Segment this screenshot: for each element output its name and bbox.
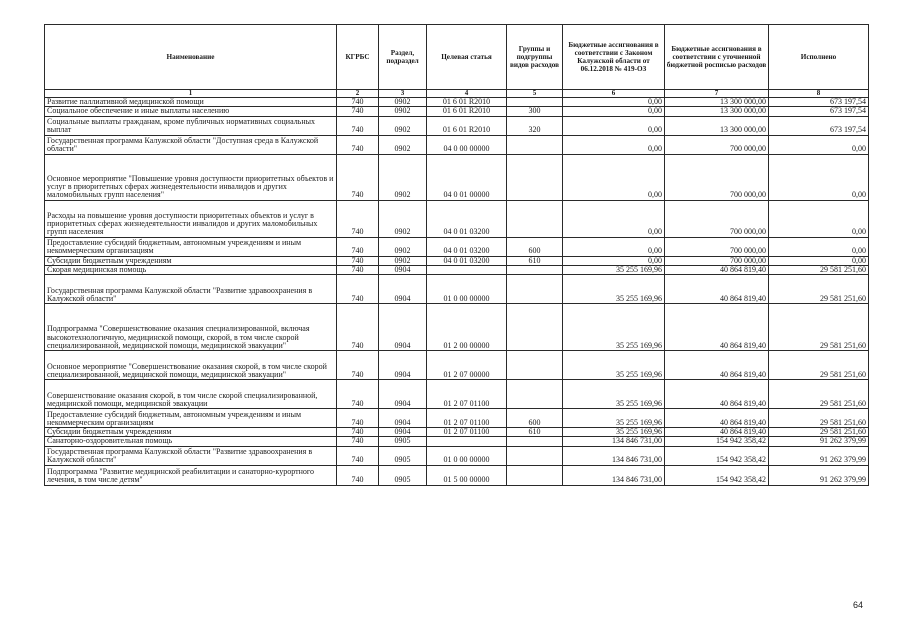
row-expense-group-cell: [507, 446, 563, 465]
row-expense-group-cell: [507, 265, 563, 274]
row-expense-group-cell: [507, 437, 563, 446]
row-target-article-cell: 01 0 00 00000: [427, 446, 507, 465]
row-target-article-cell: 04 0 00 00000: [427, 135, 507, 154]
table-header: [45, 25, 869, 98]
header-kgrbs: КГРБС: [337, 25, 379, 90]
row-name-cell: Развитие паллиативной медицинской помощи: [45, 98, 337, 107]
row-razdel-cell: 0902: [379, 154, 427, 200]
row-kgrbs-cell: 740: [337, 98, 379, 107]
row-executed-cell: 673 197,54: [769, 116, 869, 135]
table-row: [45, 380, 869, 409]
row-name-cell: Государственная программа Калужской области "Развитие здравоохранения в Калужской области": [45, 446, 337, 465]
row-adjusted-allocation-cell: 40 864 819,40: [665, 380, 769, 409]
row-executed-cell: 29 581 251,60: [769, 409, 869, 428]
table-body: [45, 98, 869, 486]
row-target-article-cell: 04 0 01 03200: [427, 200, 507, 237]
row-kgrbs-cell: 740: [337, 200, 379, 237]
row-executed-cell: 29 581 251,60: [769, 380, 869, 409]
row-kgrbs-cell: 740: [337, 428, 379, 437]
row-expense-group-cell: [507, 465, 563, 485]
row-expense-group-cell: [507, 135, 563, 154]
row-law-allocation-cell: 35 255 169,96: [563, 380, 665, 409]
row-adjusted-allocation-cell: 40 864 819,40: [665, 409, 769, 428]
row-expense-group-cell: 610: [507, 428, 563, 437]
row-kgrbs-cell: 740: [337, 256, 379, 265]
row-target-article-cell: [427, 265, 507, 274]
row-kgrbs-cell: 740: [337, 380, 379, 409]
row-adjusted-allocation-cell: 154 942 358,42: [665, 437, 769, 446]
page-number: 64: [852, 600, 863, 610]
row-kgrbs-cell: 740: [337, 304, 379, 351]
row-kgrbs-cell: 740: [337, 351, 379, 380]
row-target-article-cell: 04 0 01 03200: [427, 256, 507, 265]
row-law-allocation-cell: 35 255 169,96: [563, 428, 665, 437]
header-adjusted-allocations: Бюджетные ассигнования в соответствии с уточненной бюджетной росписью расходов: [665, 25, 769, 90]
row-razdel-cell: 0904: [379, 351, 427, 380]
row-law-allocation-cell: 0,00: [563, 98, 665, 107]
row-razdel-cell: 0902: [379, 116, 427, 135]
row-adjusted-allocation-cell: 40 864 819,40: [665, 351, 769, 380]
header-executed: Исполнено: [769, 25, 869, 90]
row-name-cell: Предоставление субсидий бюджетным, автономным учреждениям и иным некоммерческим организациям: [45, 237, 337, 256]
row-kgrbs-cell: 740: [337, 409, 379, 428]
column-number: 2: [337, 90, 379, 98]
row-name-cell: Санаторно-оздоровительная помощь: [45, 437, 337, 446]
table-row: [45, 98, 869, 107]
row-executed-cell: 29 581 251,60: [769, 265, 869, 274]
row-law-allocation-cell: 0,00: [563, 256, 665, 265]
row-law-allocation-cell: 35 255 169,96: [563, 275, 665, 304]
row-executed-cell: 0,00: [769, 200, 869, 237]
row-name-cell: Подпрограмма "Развитие медицинской реабилитации и санаторно-курортного лечения, в том числе детям": [45, 465, 337, 485]
row-adjusted-allocation-cell: 40 864 819,40: [665, 265, 769, 274]
row-name-cell: Социальное обеспечение и иные выплаты населению: [45, 107, 337, 116]
row-name-cell: Субсидии бюджетным учреждениям: [45, 428, 337, 437]
row-executed-cell: 91 262 379,99: [769, 465, 869, 485]
row-kgrbs-cell: 740: [337, 275, 379, 304]
row-target-article-cell: 01 2 07 00000: [427, 351, 507, 380]
row-executed-cell: 0,00: [769, 135, 869, 154]
row-law-allocation-cell: 0,00: [563, 135, 665, 154]
row-name-cell: Основное мероприятие "Совершенствование оказания скорой, в том числе скорой специализированной, медицинской помощи, медицинской эвакуации": [45, 351, 337, 380]
row-name-cell: Субсидии бюджетным учреждениям: [45, 256, 337, 265]
row-kgrbs-cell: 740: [337, 465, 379, 485]
row-kgrbs-cell: 740: [337, 154, 379, 200]
row-executed-cell: 29 581 251,60: [769, 304, 869, 351]
row-adjusted-allocation-cell: 154 942 358,42: [665, 465, 769, 485]
row-name-cell: Совершенствование оказания скорой, в том числе скорой специализированной, медицинской помощи, медицинской эвакуации: [45, 380, 337, 409]
column-number: 8: [769, 90, 869, 98]
budget-table: [44, 24, 869, 486]
table-row: [45, 107, 869, 116]
row-expense-group-cell: 600: [507, 409, 563, 428]
row-name-cell: Социальные выплаты гражданам, кроме публичных нормативных социальных выплат: [45, 116, 337, 135]
row-name-cell: Скорая медицинская помощь: [45, 265, 337, 274]
column-number: 3: [379, 90, 427, 98]
row-law-allocation-cell: 134 846 731,00: [563, 437, 665, 446]
row-adjusted-allocation-cell: 700 000,00: [665, 256, 769, 265]
row-adjusted-allocation-cell: 700 000,00: [665, 135, 769, 154]
row-razdel-cell: 0904: [379, 428, 427, 437]
table-row: [45, 351, 869, 380]
row-target-article-cell: 01 6 01 R2010: [427, 98, 507, 107]
row-expense-group-cell: 320: [507, 116, 563, 135]
row-target-article-cell: 01 2 00 00000: [427, 304, 507, 351]
row-name-cell: Предоставление субсидий бюджетным, автономным учреждениям и иным некоммерческим организациям: [45, 409, 337, 428]
row-razdel-cell: 0902: [379, 200, 427, 237]
row-razdel-cell: 0902: [379, 107, 427, 116]
row-law-allocation-cell: 0,00: [563, 154, 665, 200]
column-number: 1: [45, 90, 337, 98]
row-expense-group-cell: [507, 200, 563, 237]
row-name-cell: Расходы на повышение уровня доступности приоритетных объектов и услуг в приоритетных сферах жизнедеятельности инвалидов и других маломобильных групп населения: [45, 200, 337, 237]
row-name-cell: Государственная программа Калужской области "Доступная среда в Калужской области": [45, 135, 337, 154]
row-razdel-cell: 0904: [379, 409, 427, 428]
row-law-allocation-cell: 35 255 169,96: [563, 409, 665, 428]
row-target-article-cell: 01 6 01 R2010: [427, 107, 507, 116]
row-razdel-cell: 0905: [379, 437, 427, 446]
table-row: [45, 237, 869, 256]
row-expense-group-cell: [507, 304, 563, 351]
row-executed-cell: 0,00: [769, 154, 869, 200]
row-kgrbs-cell: 740: [337, 446, 379, 465]
table-row: [45, 200, 869, 237]
row-razdel-cell: 0902: [379, 135, 427, 154]
row-target-article-cell: 01 2 07 01100: [427, 409, 507, 428]
row-executed-cell: 29 581 251,60: [769, 275, 869, 304]
row-razdel-cell: 0904: [379, 380, 427, 409]
row-expense-group-cell: [507, 380, 563, 409]
table-row: [45, 275, 869, 304]
column-number: 7: [665, 90, 769, 98]
row-target-article-cell: 04 0 01 03200: [427, 237, 507, 256]
row-target-article-cell: 04 0 01 00000: [427, 154, 507, 200]
row-razdel-cell: 0905: [379, 465, 427, 485]
row-name-cell: Основное мероприятие "Повышение уровня доступности приоритетных объектов и услуг в приоритетных сферах жизнедеятельности инвалидов и других маломобильных групп населения": [45, 154, 337, 200]
row-expense-group-cell: 610: [507, 256, 563, 265]
table-row: [45, 446, 869, 465]
table-row: [45, 154, 869, 200]
row-expense-group-cell: 600: [507, 237, 563, 256]
table-row: [45, 304, 869, 351]
row-law-allocation-cell: 35 255 169,96: [563, 351, 665, 380]
row-executed-cell: 673 197,54: [769, 98, 869, 107]
row-target-article-cell: 01 2 07 01100: [427, 380, 507, 409]
row-target-article-cell: 01 0 00 00000: [427, 275, 507, 304]
row-expense-group-cell: [507, 275, 563, 304]
header-law-allocations: Бюджетные ассигнования в соответствии с Законом Калужской области от 06.12.2018 № 419-ОЗ: [563, 25, 665, 90]
row-executed-cell: 673 197,54: [769, 107, 869, 116]
header-column-numbers: [45, 90, 869, 98]
table-row: [45, 135, 869, 154]
row-expense-group-cell: 300: [507, 107, 563, 116]
row-adjusted-allocation-cell: 13 300 000,00: [665, 107, 769, 116]
header-target-article: Целевая статья: [427, 25, 507, 90]
column-number: 6: [563, 90, 665, 98]
row-razdel-cell: 0905: [379, 446, 427, 465]
row-kgrbs-cell: 740: [337, 237, 379, 256]
row-law-allocation-cell: 35 255 169,96: [563, 265, 665, 274]
row-executed-cell: 0,00: [769, 256, 869, 265]
row-executed-cell: 91 262 379,99: [769, 446, 869, 465]
table-row: [45, 465, 869, 485]
row-law-allocation-cell: 0,00: [563, 237, 665, 256]
row-adjusted-allocation-cell: 40 864 819,40: [665, 304, 769, 351]
row-executed-cell: 29 581 251,60: [769, 428, 869, 437]
row-name-cell: Государственная программа Калужской области "Развитие здравоохранения в Калужской области": [45, 275, 337, 304]
column-number: 5: [507, 90, 563, 98]
row-adjusted-allocation-cell: 13 300 000,00: [665, 116, 769, 135]
row-kgrbs-cell: 740: [337, 437, 379, 446]
row-adjusted-allocation-cell: 13 300 000,00: [665, 98, 769, 107]
row-law-allocation-cell: 35 255 169,96: [563, 304, 665, 351]
row-law-allocation-cell: 0,00: [563, 200, 665, 237]
row-kgrbs-cell: 740: [337, 116, 379, 135]
row-law-allocation-cell: 0,00: [563, 116, 665, 135]
row-adjusted-allocation-cell: 700 000,00: [665, 200, 769, 237]
header-razdel: Раздел, подраздел: [379, 25, 427, 90]
table-row: [45, 409, 869, 428]
row-law-allocation-cell: 134 846 731,00: [563, 465, 665, 485]
row-razdel-cell: 0902: [379, 98, 427, 107]
row-adjusted-allocation-cell: 700 000,00: [665, 154, 769, 200]
header-expense-groups: Группы и подгруппы видов расходов: [507, 25, 563, 90]
row-law-allocation-cell: 0,00: [563, 107, 665, 116]
row-razdel-cell: 0904: [379, 304, 427, 351]
row-target-article-cell: 01 6 01 R2010: [427, 116, 507, 135]
row-razdel-cell: 0904: [379, 265, 427, 274]
row-kgrbs-cell: 740: [337, 265, 379, 274]
row-target-article-cell: 01 5 00 00000: [427, 465, 507, 485]
row-executed-cell: 29 581 251,60: [769, 351, 869, 380]
row-target-article-cell: [427, 437, 507, 446]
column-number: 4: [427, 90, 507, 98]
table-row: [45, 265, 869, 274]
row-razdel-cell: 0902: [379, 256, 427, 265]
table-row: [45, 437, 869, 446]
row-expense-group-cell: [507, 351, 563, 380]
table-row: [45, 256, 869, 265]
row-kgrbs-cell: 740: [337, 135, 379, 154]
row-expense-group-cell: [507, 154, 563, 200]
row-expense-group-cell: [507, 98, 563, 107]
row-razdel-cell: 0902: [379, 237, 427, 256]
table-row: [45, 428, 869, 437]
row-adjusted-allocation-cell: 700 000,00: [665, 237, 769, 256]
row-law-allocation-cell: 134 846 731,00: [563, 446, 665, 465]
row-name-cell: Подпрограмма "Совершенствование оказания специализированной, включая высокотехнологичную, медицинской помощи, скорой, в том числе скорой специализированной, медицинской помощи, медицинской эвакуации": [45, 304, 337, 351]
row-kgrbs-cell: 740: [337, 107, 379, 116]
row-adjusted-allocation-cell: 40 864 819,40: [665, 275, 769, 304]
row-adjusted-allocation-cell: 40 864 819,40: [665, 428, 769, 437]
table-row: [45, 116, 869, 135]
row-executed-cell: 0,00: [769, 237, 869, 256]
row-executed-cell: 91 262 379,99: [769, 437, 869, 446]
row-target-article-cell: 01 2 07 01100: [427, 428, 507, 437]
row-razdel-cell: 0904: [379, 275, 427, 304]
row-adjusted-allocation-cell: 154 942 358,42: [665, 446, 769, 465]
header-name: Наименование: [45, 25, 337, 90]
